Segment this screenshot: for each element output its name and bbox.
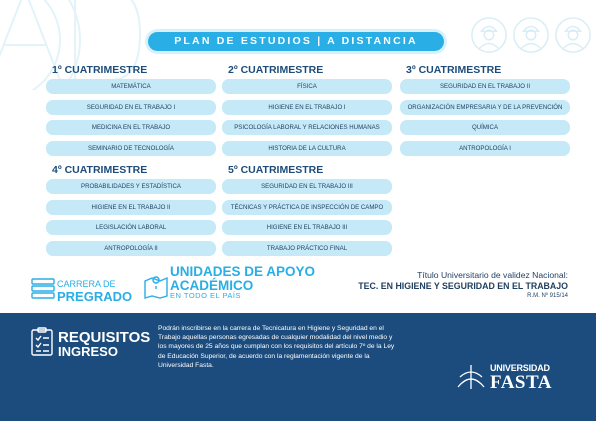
semester-1 <box>46 63 216 161</box>
subject-pill: HIGIENE EN EL TRABAJO III <box>222 220 392 235</box>
subject-pill: SEMINARIO DE TECNOLOGÍA <box>46 141 216 156</box>
subject-pill: SEGURIDAD EN EL TRABAJO I <box>46 100 216 115</box>
subject-pill: FÍSICA <box>222 79 392 94</box>
units-subtitle: ACADÉMICO <box>170 278 254 293</box>
checklist-icon <box>30 327 54 357</box>
plan-title: PLAN DE ESTUDIOS | A DISTANCIA <box>148 32 444 51</box>
engineer-icon <box>512 16 550 54</box>
degree-validity: Título Universitario de validez Nacional: <box>417 270 568 280</box>
subject-pill: PROBABILIDADES Y ESTADÍSTICA <box>46 179 216 194</box>
worker-helmet-icon <box>470 16 508 54</box>
subject-pill: TÉCNICAS Y PRÁCTICA DE INSPECCIÓN DE CAMPO <box>222 200 392 215</box>
career-level: PREGRADO <box>57 289 133 304</box>
logo-name: FASTA <box>490 372 552 393</box>
subject-pill: SEGURIDAD EN EL TRABAJO II <box>400 79 570 94</box>
people-icons <box>470 16 592 54</box>
subject-pill: HISTORIA DE LA CULTURA <box>222 141 392 156</box>
subject-pill: HIGIENE EN EL TRABAJO I <box>222 100 392 115</box>
books-icon <box>30 276 56 300</box>
degree-resolution: R.M. Nº 915/14 <box>527 293 568 299</box>
semester-2 <box>222 63 392 161</box>
semester-3 <box>400 63 570 161</box>
subject-pill: HIGIENE EN EL TRABAJO II <box>46 200 216 215</box>
requirements-title: REQUISITOS <box>58 329 151 346</box>
career-label: CARRERA DE <box>57 279 116 289</box>
subject-pill: ANTROPOLOGÍA I <box>400 141 570 156</box>
semester-4 <box>46 163 216 261</box>
requirements-subtitle: INGRESO <box>58 344 118 359</box>
units-title: UNIDADES DE APOYO <box>170 264 316 279</box>
requirements-section <box>0 313 596 421</box>
career-type <box>24 273 144 303</box>
university-logo <box>456 359 561 395</box>
map-pin-icon <box>144 275 168 299</box>
semester-title: 3º CUATRIMESTRE <box>406 64 502 76</box>
semester-title: 1º CUATRIMESTRE <box>52 64 148 76</box>
subject-pill: TRABAJO PRÁCTICO FINAL <box>222 241 392 256</box>
semester-title: 2º CUATRIMESTRE <box>228 64 324 76</box>
subject-pill: ORGANIZACIÓN EMPRESARIA Y DE LA PREVENCIÓN <box>400 100 570 115</box>
technician-icon <box>554 16 592 54</box>
subject-pill: QUÍMICA <box>400 120 570 135</box>
logo-university: UNIVERSIDAD <box>490 363 550 373</box>
degree-info <box>358 270 568 299</box>
subject-pill: LEGISLACIÓN LABORAL <box>46 220 216 235</box>
support-units <box>142 264 332 304</box>
semester-title: 5º CUATRIMESTRE <box>228 164 324 176</box>
subject-pill: SEGURIDAD EN EL TRABAJO III <box>222 179 392 194</box>
units-scope: EN TODO EL PAÍS <box>170 291 241 300</box>
subject-pill: MATEMÁTICA <box>46 79 216 94</box>
subject-pill: ANTROPOLOGÍA II <box>46 241 216 256</box>
semester-5 <box>222 163 392 261</box>
subject-pill: MEDICINA EN EL TRABAJO <box>46 120 216 135</box>
university-emblem-icon <box>456 363 486 391</box>
degree-title: TEC. EN HIGIENE Y SEGURIDAD EN EL TRABAJO <box>358 281 568 291</box>
subject-pill: PSICOLOGÍA LABORAL Y RELACIONES HUMANAS <box>222 120 392 135</box>
semester-title: 4º CUATRIMESTRE <box>52 164 148 176</box>
requirements-text: Podrán inscribirse en la carrera de Tecnicatura en Higiene y Seguridad en el Trabajo aquellas personas egresadas de cualquier modalidad del nivel medio y los mayores de 25 años que cumplan con los requisitos del artículo 7º de la Ley de Educación Superior, de acuerdo con la reglamentación vigente de la Universidad Fasta. <box>158 325 395 369</box>
requirements-heading <box>30 327 155 367</box>
